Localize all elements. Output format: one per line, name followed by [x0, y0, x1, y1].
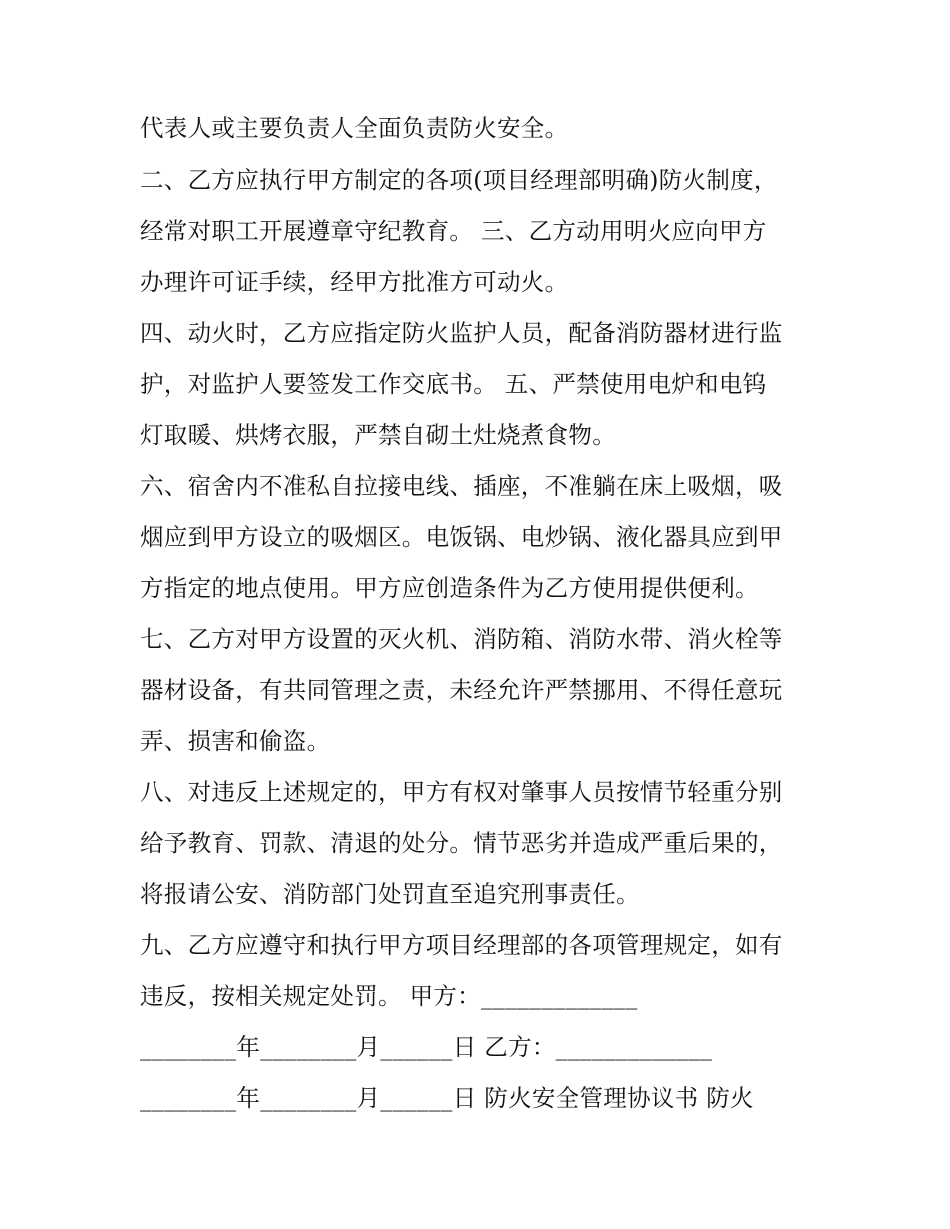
- text-line-13: 弄、损害和偷盗。: [140, 727, 331, 755]
- text-line-9: 烟应到甲方设立的吸烟区。电饭锅、电炒锅、液化器具应到甲: [140, 523, 783, 551]
- text-line-11: 七、乙方对甲方设置的灭火机、消防箱、消防水带、消火栓等: [140, 625, 783, 653]
- text-line-4: 办理许可证手续，经甲方批准方可动火。: [140, 268, 569, 296]
- text-line-2: 二、乙方应执行甲方制定的各项(项目经理部明确)防火制度，: [140, 166, 778, 194]
- text-line-14: 八、对违反上述规定的，甲方有权对肇事人员按情节轻重分别: [140, 778, 783, 806]
- text-line-7: 灯取暖、烘烤衣服，严禁自砌土灶烧煮食物。: [140, 421, 616, 449]
- text-line-6: 护，对监护人要签发工作交底书。 五、严禁使用电炉和电钨: [140, 370, 767, 398]
- text-line-8: 六、宿舍内不准私自拉接电线、插座，不准躺在床上吸烟，吸: [140, 472, 783, 500]
- text-line-12: 器材设备，有共同管理之责，未经允许严禁挪用、不得任意玩: [140, 676, 783, 704]
- text-line-1: 代表人或主要负责人全面负责防火安全。: [140, 114, 569, 142]
- text-line-16: 将报请公安、消防部门处罚直至追究刑事责任。: [140, 880, 640, 908]
- text-line-15: 给予教育、罚款、清退的处分。情节恶劣并造成严重后果的，: [140, 829, 783, 857]
- text-line-17: 九、乙方应遵守和执行甲方项目经理部的各项管理规定，如有: [140, 931, 783, 959]
- text-line-3: 经常对职工开展遵章守纪教育。 三、乙方动用明火应向甲方: [140, 217, 767, 245]
- text-line-19: ________年________月______日 乙方：_____________: [140, 1033, 713, 1061]
- text-line-5: 四、动火时，乙方应指定防火监护人员，配备消防器材进行监: [140, 319, 783, 347]
- text-line-18: 违反，按相关规定处罚。 甲方：_____________: [140, 982, 638, 1010]
- text-line-20: ________年________月______日 防火安全管理协议书 防火: [140, 1084, 754, 1112]
- text-line-10: 方指定的地点使用。甲方应创造条件为乙方使用提供便利。: [140, 574, 759, 602]
